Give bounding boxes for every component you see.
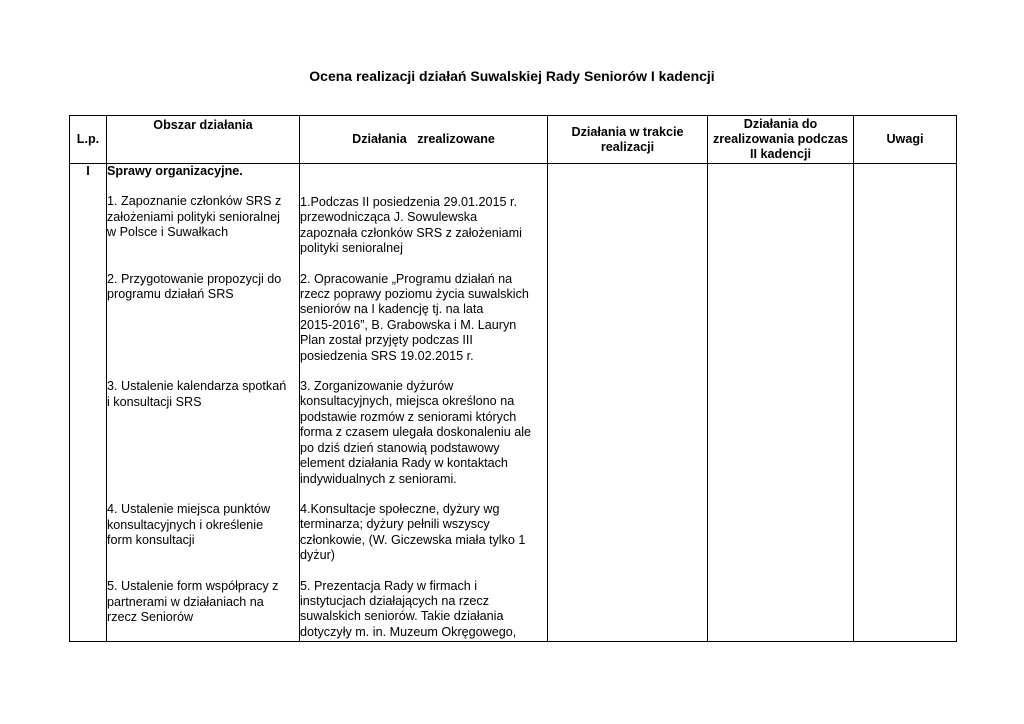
w-trakcie-cell <box>548 164 708 642</box>
zrealizowane-item-2: 2. Opracowanie „Programu działań na rzecz poprawy poziomu życia suwalskich seniorów na I kadencję tj. na lata 2015-2016”, B. Grabowska i M. Lauryn Plan został przyjęty podczas III posiedzenia SRS 19.02.2015 r. <box>300 271 529 363</box>
zrealizowane-item-5: 5. Prezentacja Rady w firmach i instytucjach działających na rzecz suwalskich seniorów. Takie działania dotyczyły m. in. Muzeum Okręgowego, <box>300 578 517 639</box>
table-row <box>70 164 957 642</box>
zrealizowane-item-1: 1.Podczas II posiedzenia 29.01.2015 r. przewodnicząca J. Sowulewska zapoznała członków SRS z założeniami polityki senioralnej <box>300 195 522 256</box>
do-zrealizowania-cell <box>708 164 854 642</box>
obszar-item-5: 5. Ustalenie form współpracy z partnerami w działaniach na rzecz Seniorów <box>107 579 279 625</box>
header-dzialania-w-trakcie: Działania w trakcie realizacji <box>548 116 708 164</box>
obszar-item-4: 4. Ustalenie miejsca punktów konsultacyjnych i określenie form konsultacji <box>107 502 271 548</box>
evaluation-table <box>69 115 957 642</box>
zrealizowane-cell <box>300 164 548 642</box>
obszar-item-3: 3. Ustalenie kalendarza spotkań i konsultacji SRS <box>107 379 287 409</box>
header-dzialania-do-zrealizowania: Działania do zrealizowania podczas II kadencji <box>708 116 854 164</box>
obszar-cell <box>107 164 300 642</box>
header-uwagi: Uwagi <box>854 116 957 164</box>
table-header-row <box>70 116 957 164</box>
uwagi-cell <box>854 164 957 642</box>
row-number: I <box>70 164 107 642</box>
header-dzialania-zrealizowane: Działania zrealizowane <box>300 116 548 164</box>
obszar-item-2: 2. Przygotowanie propozycji do programu działań SRS <box>107 271 282 302</box>
zrealizowane-item-3: 3. Zorganizowanie dyżurów konsultacyjnych, miejsca określono na podstawie rozmów z seniorami których forma z czasem ulegała doskonaleniu ale po dziś dzień stanowią podstawowy element działania Rady w kontaktach indywidualnych z seniorami. <box>300 379 532 486</box>
page-title: Ocena realizacji działań Suwalskiej Rady Seniorów I kadencji <box>309 68 715 84</box>
zrealizowane-item-4: 4.Konsultacje społeczne, dyżury wg terminarza; dyżury pełnili wszyscy członkowie, (W. Giczewska miała tylko 1 dyżur) <box>300 501 526 563</box>
obszar-item-1: 1. Zapoznanie członków SRS z założeniami polityki senioralnej w Polsce i Suwałkach <box>107 194 282 240</box>
header-obszar-dzialania: Obszar działania <box>107 116 300 164</box>
header-lp: L.p. <box>70 116 107 164</box>
section-heading: Sprawy organizacyjne. <box>107 164 243 178</box>
